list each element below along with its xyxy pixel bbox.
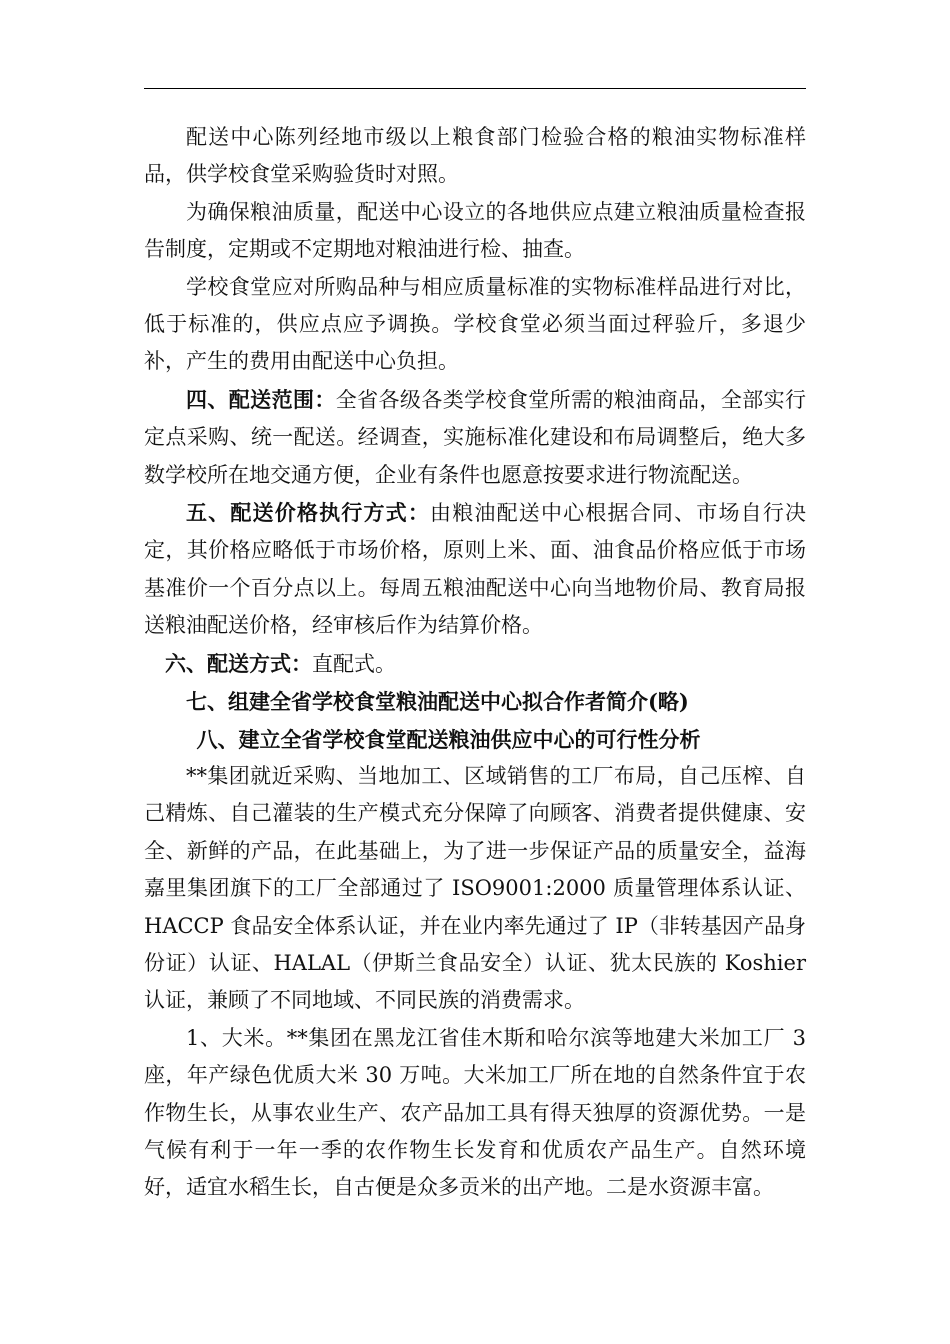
paragraph-canteen-comparison [144, 269, 806, 381]
paragraph-text: 为确保粮油质量，配送中心设立的各地供应点建立粮油质量检查报告制度，定期或不定期地对粮油进行检、抽查。 [144, 199, 806, 262]
section-label: 六、配送方式： [165, 650, 312, 676]
header-rule [144, 88, 806, 89]
paragraph-delivery-pricing [144, 494, 806, 645]
paragraph-quality-reporting [144, 194, 806, 269]
section-heading-partners [144, 683, 806, 720]
paragraph-text: 全省各级各类学校食堂所需的粮油商品，全部实行定点采购、统一配送。经调查，实施标准化建设和布局调整后，绝大多数学校所在地交通方便，企业有条件也愿意按要求进行物流配送。 [144, 387, 806, 487]
paragraph-group-certifications [144, 758, 806, 1020]
document-body [144, 119, 806, 1207]
paragraph-sample-display [144, 119, 806, 194]
section-label: 五、配送价格执行方式： [186, 500, 431, 526]
heading-text: 七、组建全省学校食堂粮油配送中心拟合作者简介(略) [186, 689, 689, 715]
section-label: 四、配送范围： [186, 386, 336, 412]
paragraph-text: 直配式。 [312, 651, 396, 676]
section-heading-feasibility [144, 721, 806, 758]
heading-text: 八、建立全省学校食堂配送粮油供应中心的可行性分析 [196, 726, 701, 752]
paragraph-text: **集团就近采购、当地加工、区域销售的工厂布局，自己压榨、自己精炼、自己灌装的生产模式充分保障了向顾客、消费者提供健康、安全、新鲜的产品，在此基础上，为了进一步保证产品的质量安全，益海嘉里集团旗下的工厂全部通过了 ISO9001:2000 质量管理体系认证、HACCP 食品安全体系认证，并在业内率先通过了 IP（非转基因产品身份证）认证、HALAL（伊斯兰食品安全）认证、犹太民族的 Koshier 认证，兼顾了不同地域、不同民族的消费需求。 [144, 763, 806, 1013]
paragraph-delivery-scope [144, 381, 806, 494]
paragraph-rice [144, 1020, 806, 1207]
paragraph-text: 配送中心陈列经地市级以上粮食部门检验合格的粮油实物标准样品，供学校食堂采购验货时对照。 [144, 125, 806, 187]
paragraph-text: 1、大米。**集团在黑龙江省佳木斯和哈尔滨等地建大米加工厂 3 座，年产绿色优质大米 30 万吨。大米加工厂所在地的自然条件宜于农作物生长，从事农业生产、农产品加工具有得天独厚的资源优势。一是气候有利于一年一季的农作物生长发育和优质农产品生产。自然环境好，适宜水稻生长，自古便是众多贡米的出产地。二是水资源丰富。 [144, 1025, 806, 1200]
paragraph-text: 学校食堂应对所购品种与相应质量标准的实物标准样品进行对比，低于标准的，供应点应予调换。学校食堂必须当面过秤验斤，多退少补，产生的费用由配送中心负担。 [144, 274, 806, 374]
paragraph-text: 由粮油配送中心根据合同、市场自行决定，其价格应略低于市场价格，原则上米、面、油食品价格应低于市场基准价一个百分点以上。每周五粮油配送中心向当地物价局、教育局报送粮油配送价格，经审核后作为结算价格。 [144, 501, 807, 638]
paragraph-delivery-method [144, 645, 806, 683]
